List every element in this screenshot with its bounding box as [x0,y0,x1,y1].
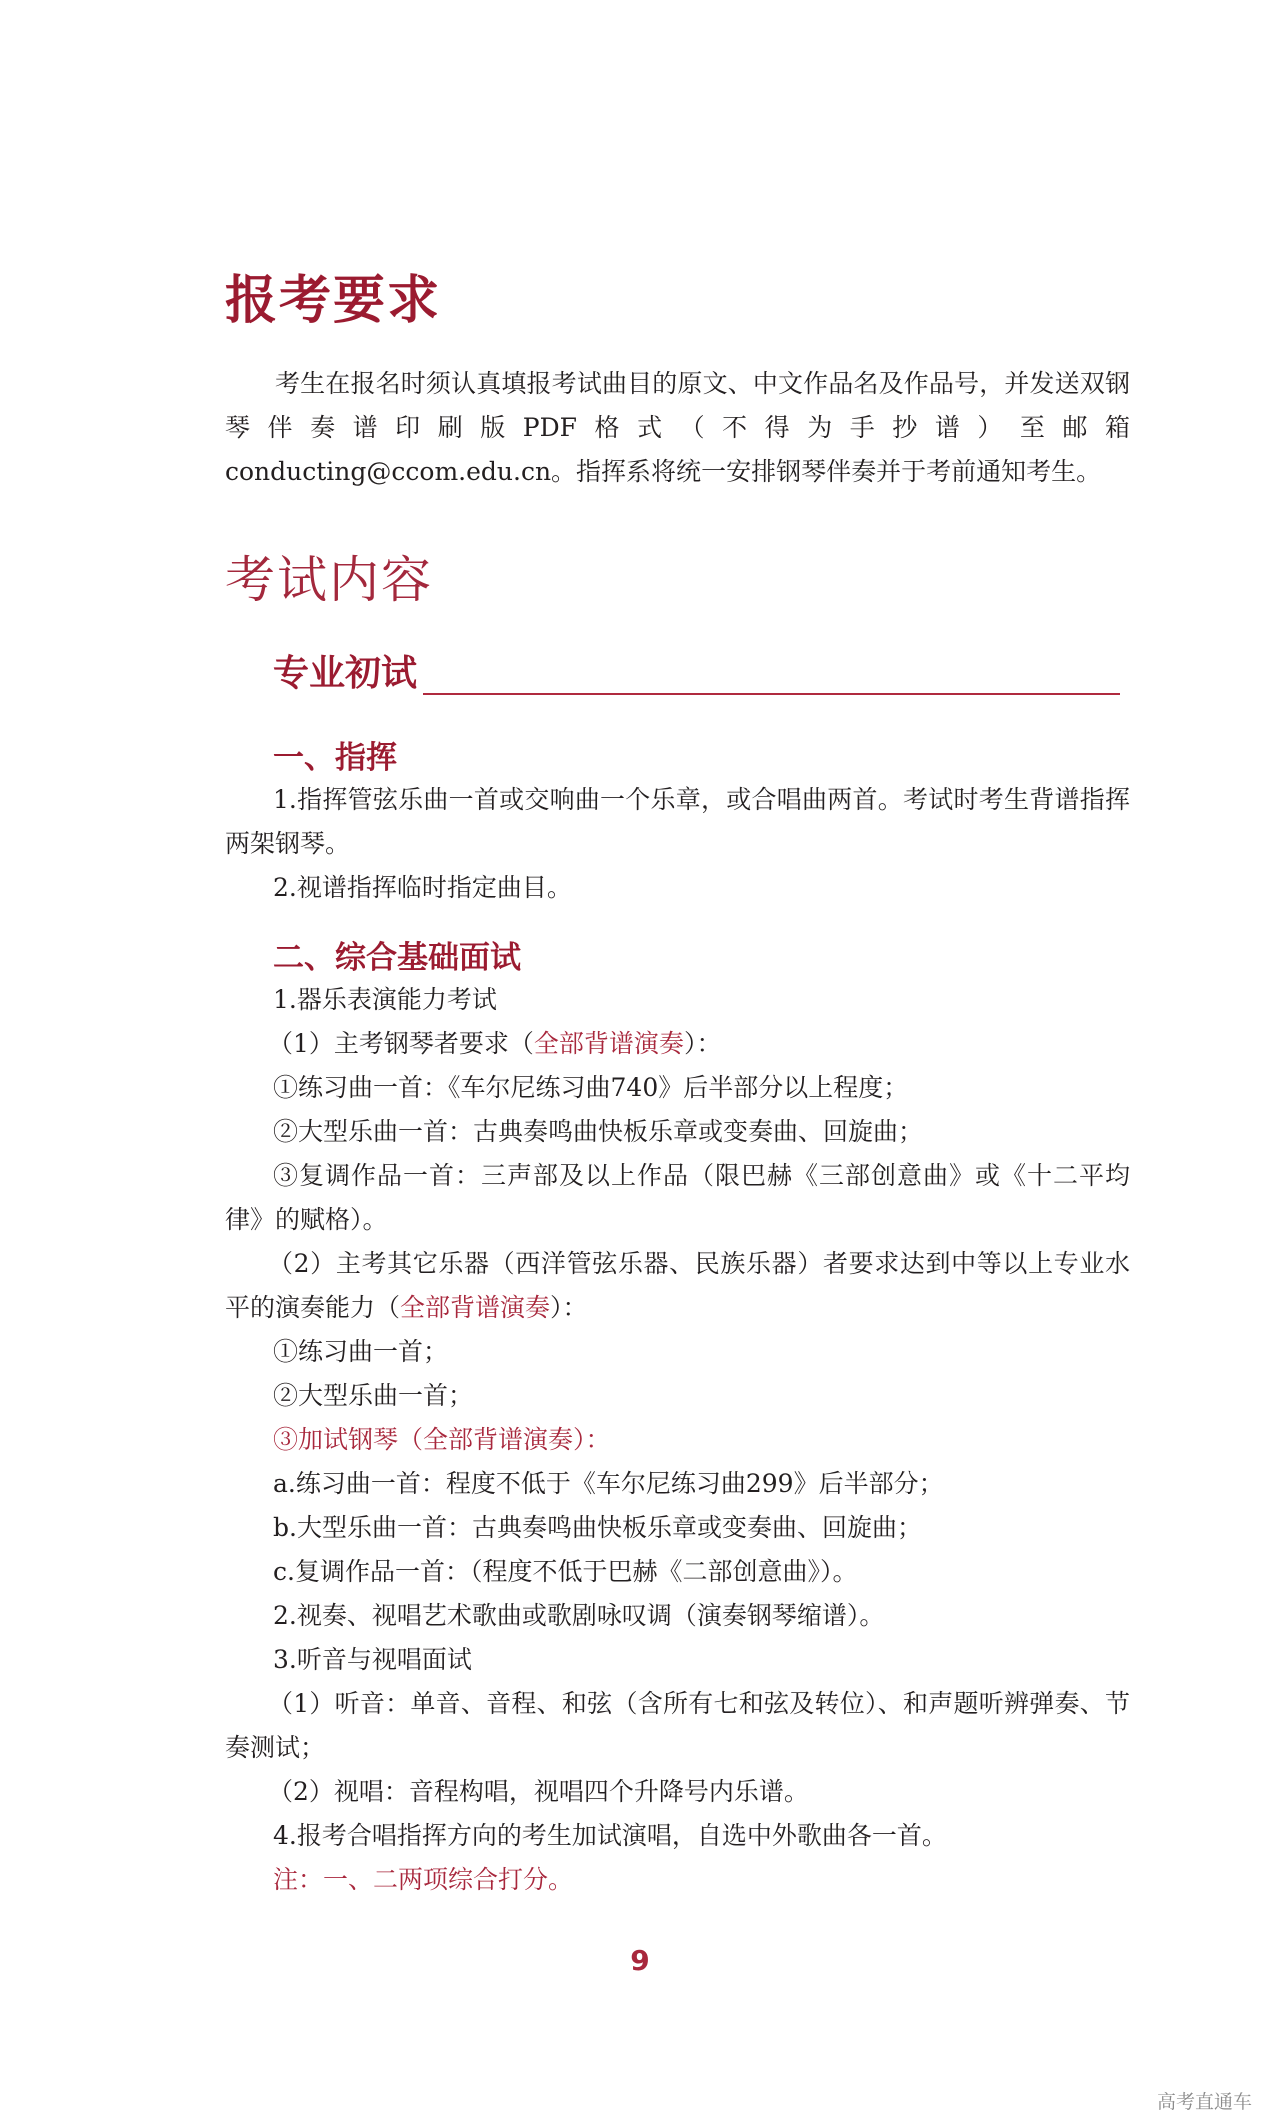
section2-line-01: 1.器乐表演能力考试 [273,985,497,1014]
section2-line-16: （2）视唱：音程构唱，视唱四个升降号内乐谱。 [268,1777,809,1806]
section2-line-09: ③加试钢琴（全部背谱演奏）： [273,1425,611,1454]
requirements-paragraph: 考生在报名时须认真填报考试曲目的原文、中文作品名及作品号，并发送双钢琴伴奏谱印刷版PDF格式（不得为手抄谱）至邮箱conducting@ccom.edu.cn。指挥系将统一安排钢琴伴奏并于考前通知考生。 [225,369,1130,486]
heading-exam-content: 考试内容 [225,551,433,609]
section1-item1: 1.指挥管弦乐曲一首或交响曲一个乐章，或合唱曲两首。考试时考生背谱指挥两架钢琴。 [225,785,1130,858]
section2-line-17: 4.报考合唱指挥方向的考生加试演唱，自选中外歌曲各一首。 [273,1821,947,1850]
section2-line-10: a.练习曲一首：程度不低于《车尔尼练习曲299》后半部分； [273,1469,944,1498]
section2-line-02 [268,1022,721,1066]
heading-rule [423,693,1120,695]
section2-line-14: 3.听音与视唱面试 [273,1645,472,1674]
section2-line-07: ①练习曲一首； [273,1337,449,1366]
section2-line-06 [225,1242,1130,1330]
prelim-heading-block [273,645,1120,697]
section1-item2: 2.视谱指挥临时指定曲目。 [273,873,572,902]
section2-line-15: （1）听音：单音、音程、和弦（含所有七和弦及转位）、和声题听辨弹奏、节奏测试； [225,1689,1130,1762]
memorize-highlight: 全部背谱演奏 [533,1029,684,1058]
watermark-text: 高考直通车 [1156,2091,1252,2113]
line06-prefix: （2）主考其它乐器（西洋管弦乐器、民族乐器）者要求达到中等以上专业水平的演奏能力（ [225,1249,1130,1322]
section2-line-04: ②大型乐曲一首：古典奏鸣曲快板乐章或变奏曲、回旋曲； [273,1117,924,1146]
line06-suffix: ）： [550,1293,588,1322]
page-number: 9 [630,1944,650,1977]
section2-note: 注：一、二两项综合打分。 [273,1865,574,1894]
section1-title: 一、指挥 [273,740,397,776]
section2-line-12: c.复调作品一首：（程度不低于巴赫《二部创意曲》）。 [273,1557,858,1586]
heading-prelim: 专业初试 [273,645,421,696]
memorize-highlight-2: 全部背谱演奏 [400,1293,551,1322]
section2-line-11: b.大型乐曲一首：古典奏鸣曲快板乐章或变奏曲、回旋曲； [273,1513,922,1542]
section2-line-13: 2.视奏、视唱艺术歌曲或歌剧咏叹调（演奏钢琴缩谱）。 [273,1601,885,1630]
heading-requirements: 报考要求 [225,271,442,331]
section2-title: 二、综合基础面试 [273,940,521,976]
line02-suffix: ）： [683,1029,722,1058]
section2-line-03: ①练习曲一首：《车尔尼练习曲740》后半部分以上程度； [273,1073,909,1102]
section2-line-05: ③复调作品一首：三声部及以上作品（限巴赫《三部创意曲》或《十二平均律》的赋格）。 [225,1161,1130,1234]
line02-prefix: （1）主考钢琴者要求（ [268,1029,534,1058]
section2-line-08: ②大型乐曲一首； [273,1381,474,1410]
